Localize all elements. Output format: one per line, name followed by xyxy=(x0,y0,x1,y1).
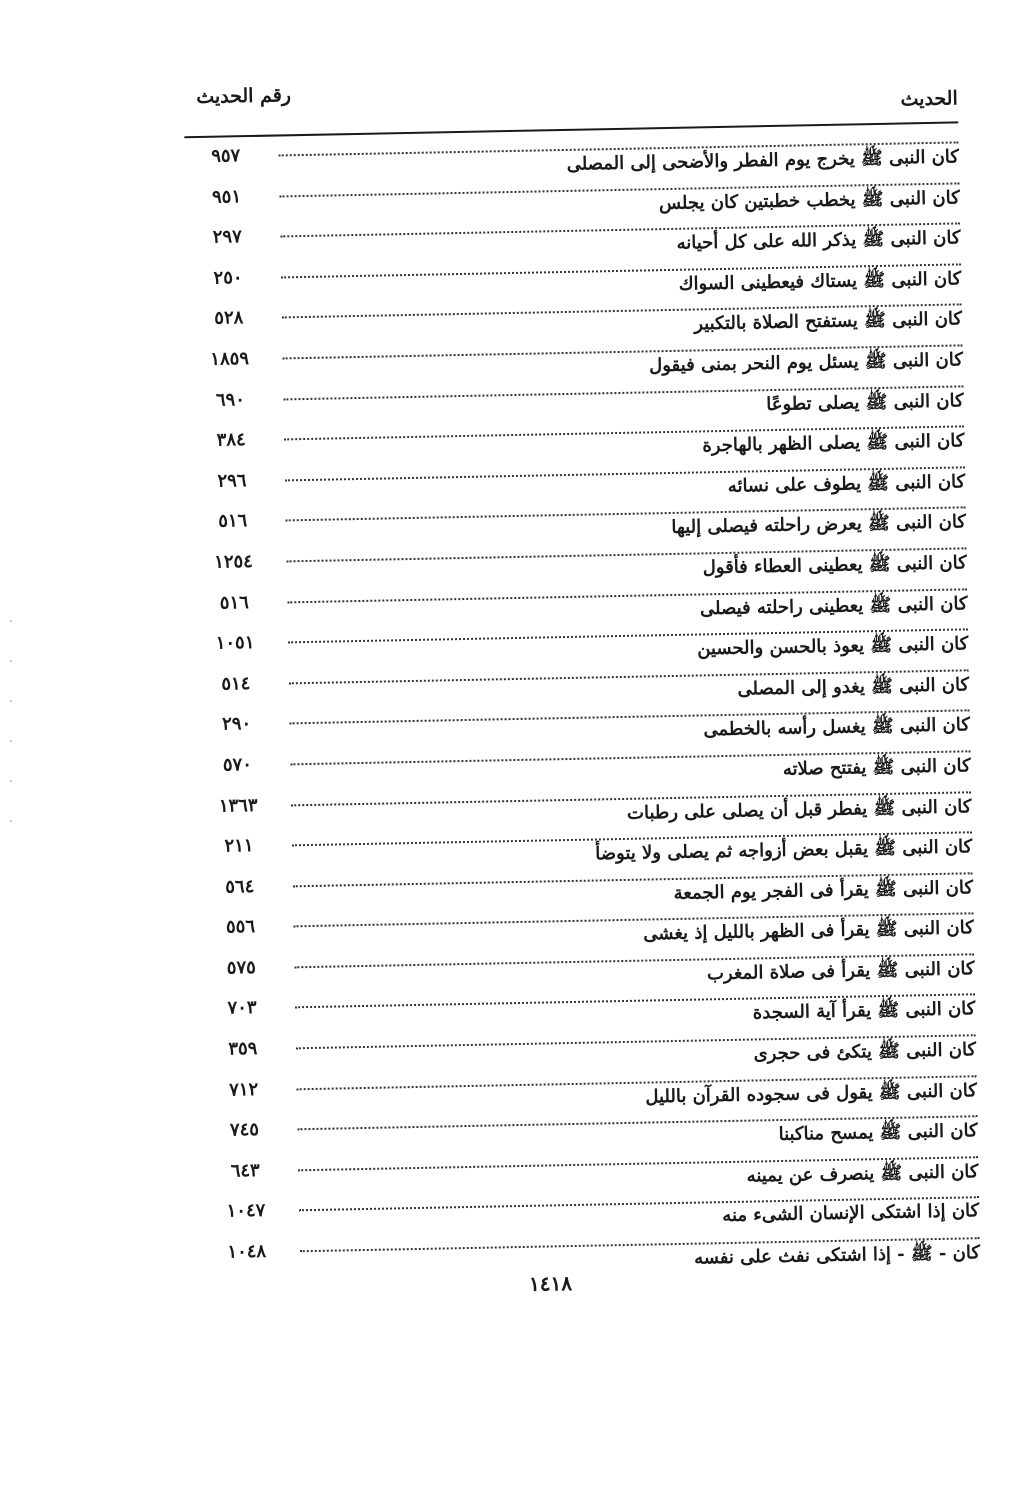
hadith-text: كان النبى ﷺ يعطينى العطاء فأقول xyxy=(699,551,967,582)
hadith-text: كان النبى ﷺ يعطينى راحلته فيصلى xyxy=(696,592,968,623)
hadith-text: كان النبى ﷺ يعرض راحلته فيصلى إليها xyxy=(667,511,966,543)
hadith-number: ٥٧٠ xyxy=(222,754,253,776)
hadith-number: ٥١٤ xyxy=(221,672,251,695)
hadith-number: ١٠٥١ xyxy=(215,632,255,654)
column-header-hadith-number: رقم الحديث xyxy=(195,84,292,109)
hadith-number: ٥٧٥ xyxy=(226,956,257,979)
index-entries xyxy=(0,130,1034,1286)
hadith-number: ٩٥١ xyxy=(211,185,242,208)
hadith-number: ٢٩٦ xyxy=(217,469,247,492)
hadith-number: ٧١٢ xyxy=(228,1078,259,1101)
hadith-number: ٧٤٥ xyxy=(229,1119,260,1141)
hadith-number: ١٢٥٤ xyxy=(213,550,254,573)
hadith-text: كان النبى ﷺ يقرأ فى الظهر بالليل إذ يغشى xyxy=(639,917,974,949)
hadith-text: كان - ﷺ - إذا اشتكى نفث على نفسه xyxy=(690,1241,980,1273)
page-number: ١٤١٨ xyxy=(528,1271,573,1296)
hadith-text: كان النبى ﷺ يذكر الله على كل أحيانه xyxy=(672,227,960,259)
hadith-text: كان النبى ﷺ يسئل يوم النحر بمنى فيقول xyxy=(645,348,963,380)
hadith-text: كان النبى ﷺ يغسل رأسه بالخطمى xyxy=(699,714,970,745)
hadith-number: ٣٥٩ xyxy=(228,1038,258,1060)
hadith-number: ١٠٤٨ xyxy=(227,1240,267,1263)
hadith-number: ٢٩٠ xyxy=(221,713,252,735)
hadith-number: ١٠٤٧ xyxy=(226,1200,266,1223)
hadith-number: ٦٩٠ xyxy=(215,388,246,411)
hadith-text: كان النبى ﷺ يصلى تطوعًا xyxy=(762,389,964,419)
hadith-number: ٢١١ xyxy=(224,835,254,857)
hadith-text: كان النبى ﷺ يقرأ فى الفجر يوم الجمعة xyxy=(669,876,973,908)
hadith-text: كان النبى ﷺ ينصرف عن يمينه xyxy=(742,1160,978,1191)
hadith-number: ٥٦٤ xyxy=(225,875,255,898)
margin-specks xyxy=(10,620,16,860)
hadith-text: كان النبى ﷺ يفطر قبل أن يصلى على رطبات xyxy=(623,795,972,828)
hadith-text: كان النبى ﷺ يغدو إلى المصلى xyxy=(733,673,969,704)
hadith-text: كان النبى ﷺ يصلى الظهر بالهاجرة xyxy=(698,430,964,461)
hadith-number: ٧٠٣ xyxy=(227,997,257,1020)
hadith-text: كان النبى ﷺ يفتتح صلاته xyxy=(779,754,971,784)
hadith-text: كان النبى ﷺ يمسح مناكبنا xyxy=(774,1119,977,1149)
hadith-number: ٢٥٠ xyxy=(213,266,243,289)
hadith-text: كان النبى ﷺ يتكئ فى حجرى xyxy=(749,1038,976,1068)
hadith-text: كان النبى ﷺ يقول فى سجوده القرآن بالليل xyxy=(641,1079,977,1111)
hadith-number: ٦٤٣ xyxy=(230,1159,260,1182)
hadith-number: ٥٢٨ xyxy=(214,307,244,330)
hadith-number: ٥١٦ xyxy=(218,510,248,533)
hadith-text: كان النبى ﷺ يقرأ فى صلاة المغرب xyxy=(703,957,975,988)
hadith-number: ٥١٦ xyxy=(219,591,250,614)
hadith-number: ٩٥٧ xyxy=(211,145,241,167)
hadith-number: ٥٥٦ xyxy=(225,916,256,938)
hadith-text: كان النبى ﷺ يقبل بعض أزواجه ثم يصلى ولا يتوضأ xyxy=(591,835,972,868)
hadith-text: كان النبى ﷺ يخرج يوم الفطر والأضحى إلى المصلى xyxy=(562,145,959,179)
hadith-number: ٢٩٧ xyxy=(212,226,242,248)
hadith-text: كان النبى ﷺ يطوف على نسائه xyxy=(724,470,966,501)
hadith-text: كان النبى ﷺ يقرأ آية السجدة xyxy=(749,998,976,1028)
column-header-hadith: الحديث xyxy=(900,87,958,111)
hadith-number: ١٣٦٣ xyxy=(218,794,258,817)
hadith-number: ١٨٥٩ xyxy=(210,348,250,370)
hadith-text: كان النبى ﷺ يستفتح الصلاة بالتكبير xyxy=(690,308,962,339)
hadith-text: كان النبى ﷺ يستاك فيعطينى السواك xyxy=(674,267,961,298)
hadith-text: كان إذا اشتكى الإنسان الشىء منه xyxy=(718,1201,979,1227)
hadith-text: كان النبى ﷺ يعوذ بالحسن والحسين xyxy=(693,632,969,663)
hadith-text: كان النبى ﷺ يخطب خطبتين كان يجلس xyxy=(655,186,960,218)
hadith-number: ٣٨٤ xyxy=(216,429,246,451)
